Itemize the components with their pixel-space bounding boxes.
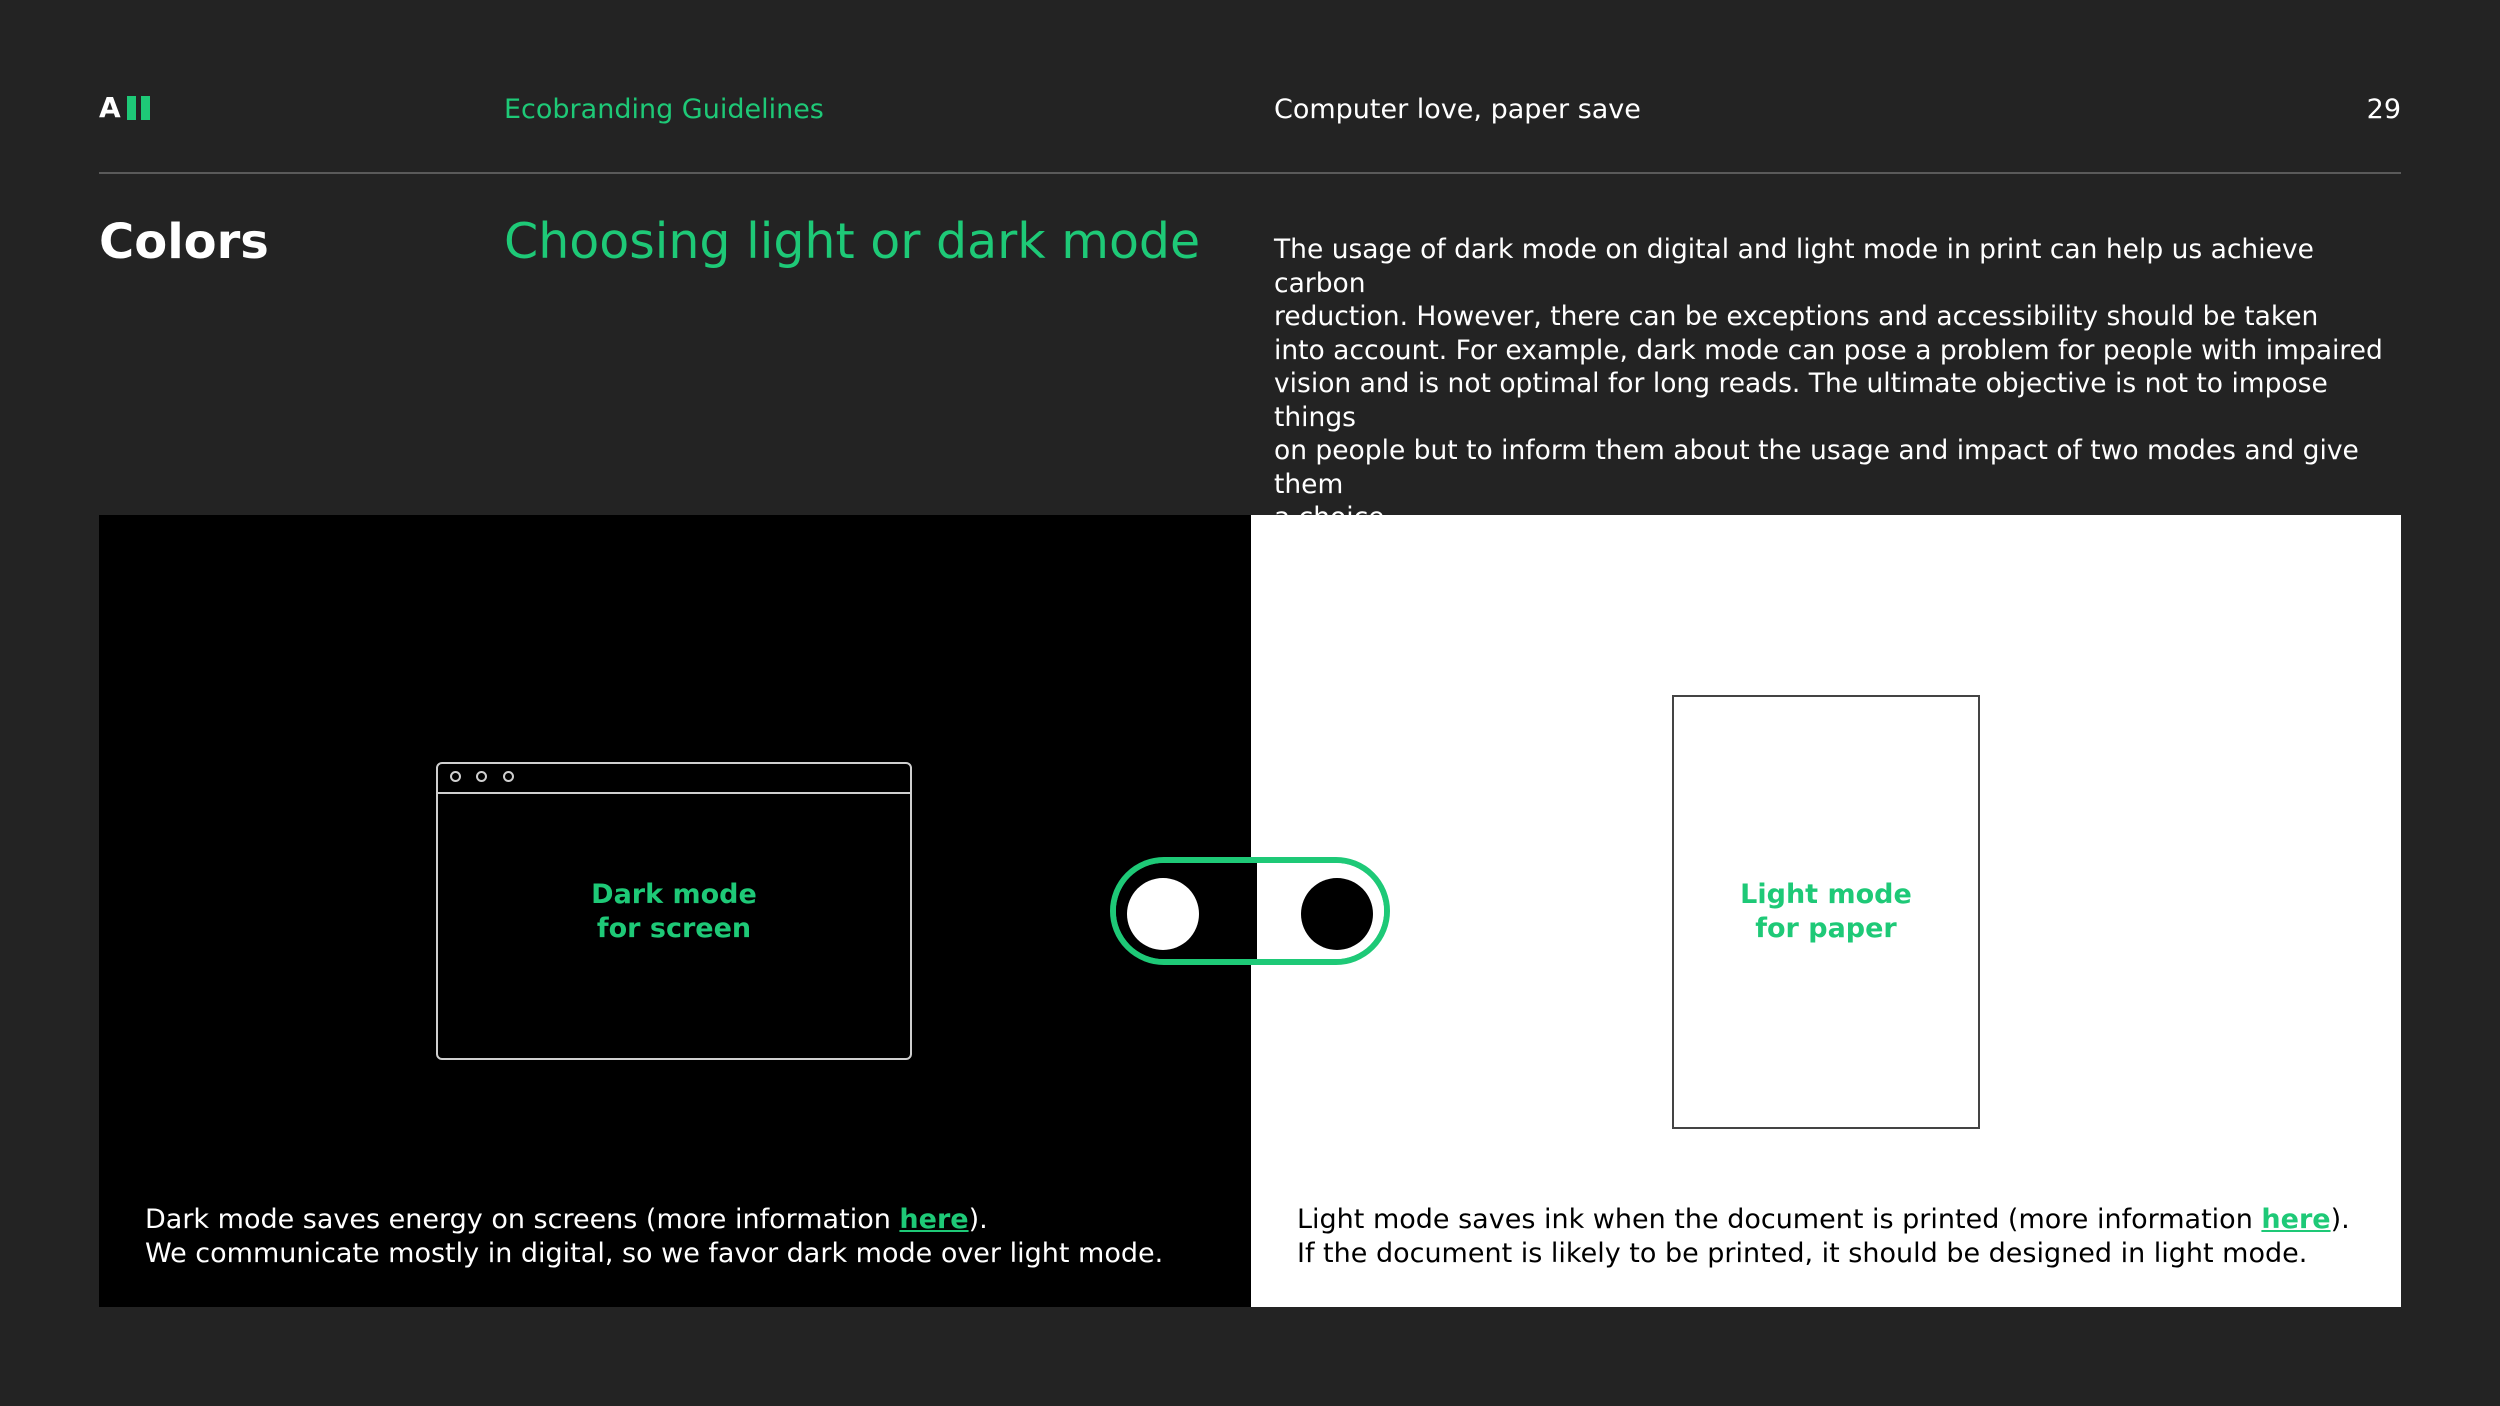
dark-caption-line2: We communicate mostly in digital, so we favor dark mode over light mode. [145,1238,1164,1269]
light-caption-line2: If the document is likely to be printed, it should be designed in light mode. [1297,1238,2308,1269]
window-dot-icon [450,771,461,782]
logo-bars-icon [127,96,150,120]
light-more-info-link[interactable]: here [2261,1204,2331,1235]
mode-toggle-icon [1110,857,1390,965]
guide-title: Ecobranding Guidelines [504,94,824,125]
header-divider [99,172,2401,174]
light-mode-caption [1297,1203,2350,1271]
dark-mode-label-line1: Dark mode [591,879,757,910]
logo-letter: A [99,91,121,124]
toggle-knob-black [1301,878,1373,950]
intro-line: on people but to inform them about the usage and impact of two modes and give them [1274,435,2359,500]
dark-caption-text: Dark mode saves energy on screens (more information [145,1204,900,1235]
intro-line: The usage of dark mode on digital and light mode in print can help us achieve carbon [1274,234,2314,299]
intro-paragraph [1274,233,2404,535]
light-mode-label [1672,878,1980,946]
window-dot-icon [476,771,487,782]
section-title: Colors [99,214,269,270]
window-dot-icon [503,771,514,782]
light-mode-label-line2: for paper [1755,913,1897,944]
dark-more-info-link[interactable]: here [899,1204,969,1235]
light-caption-text: Light mode saves ink when the document is printed (more information [1297,1204,2262,1235]
intro-line: vision and is not optimal for long reads. The ultimate objective is not to impose things [1274,368,2328,433]
light-caption-close: ). [2330,1204,2350,1235]
page-title: Choosing light or dark mode [504,213,1201,270]
dark-mode-label-line2: for screen [596,913,752,944]
intro-line: reduction. However, there can be exceptions and accessibility should be taken [1274,301,2319,332]
light-caption-line1 [1297,1203,2350,1237]
dark-mode-caption [145,1203,1163,1271]
page-number: 29 [2366,94,2401,125]
dark-mode-label [436,878,912,946]
toggle-knob-white [1127,878,1199,950]
browser-title-bar [438,764,910,794]
dark-caption-line1 [145,1203,1163,1237]
section-name: Computer love, paper save [1274,94,1641,125]
light-mode-label-line1: Light mode [1740,879,1912,910]
dark-caption-close: ). [968,1204,988,1235]
intro-line: into account. For example, dark mode can pose a problem for people with impaired [1274,334,2383,366]
brand-logo [99,91,150,124]
